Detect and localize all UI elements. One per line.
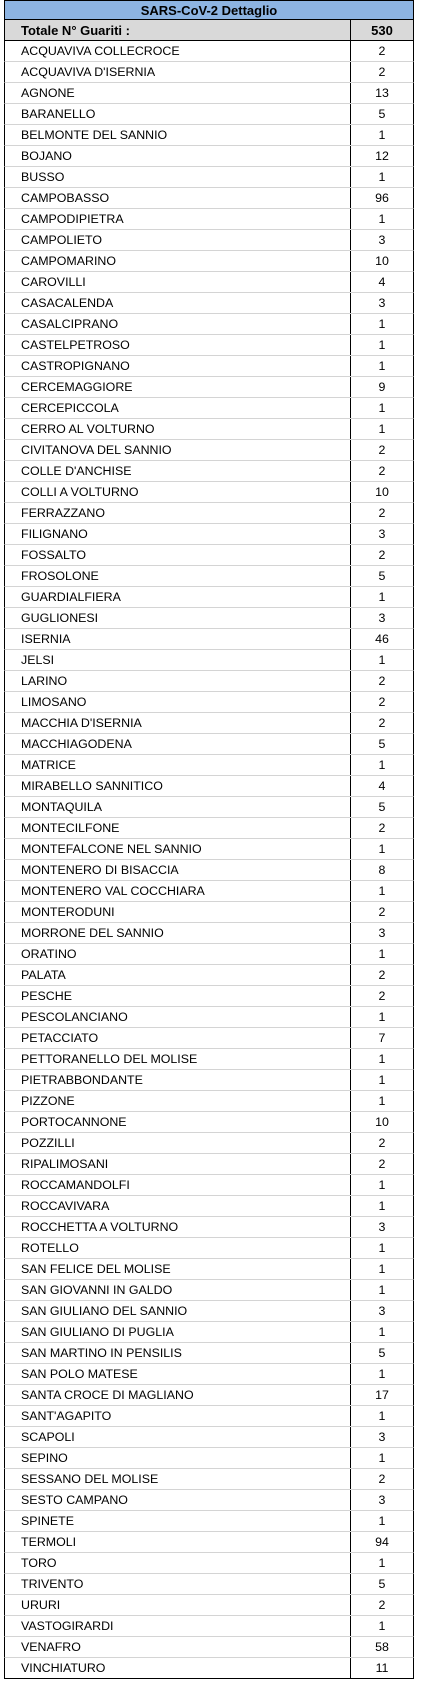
municipality-name: MONTERODUNI [21,905,115,919]
municipality-name: CAMPODIPIETRA [21,212,124,226]
recovered-count: 3 [350,923,413,943]
recovered-count: 5 [350,566,413,586]
recovered-count: 5 [350,797,413,817]
municipality-name: MONTEFALCONE NEL SANNIO [21,842,202,856]
municipality-name: FOSSALTO [21,548,86,562]
municipality-name: CAMPOBASSO [21,191,110,205]
table-row [4,1322,414,1343]
municipality-name: BUSSO [21,170,65,184]
municipality-name: ISERNIA [21,632,71,646]
municipality-name: CAMPOLIETO [21,233,103,247]
municipality-name: TERMOLI [21,1535,77,1549]
recovered-count: 1 [350,1049,413,1069]
table-row [4,1595,414,1616]
recovered-count: 1 [350,356,413,376]
table-row [4,503,414,524]
table-row [4,797,414,818]
table-row [4,1469,414,1490]
table-row [4,62,414,83]
table-row [4,398,414,419]
recovered-count: 1 [350,1175,413,1195]
recovered-count: 2 [350,692,413,712]
table-row [4,1070,414,1091]
municipality-name: SAN GIULIANO DEL SANNIO [21,1304,188,1318]
table-row [4,671,414,692]
recovered-count: 2 [350,62,413,82]
municipality-name: CAROVILLI [21,275,86,289]
recovered-count: 4 [350,272,413,292]
recovered-count: 1 [350,839,413,859]
municipality-name: POZZILLI [21,1136,75,1150]
total-label: Totale N° Guariti : [21,23,130,38]
municipality-name: CASTROPIGNANO [21,359,130,373]
table-row [4,1574,414,1595]
recovered-count: 2 [350,503,413,523]
recovered-count: 1 [350,1070,413,1090]
recovered-count: 3 [350,1427,413,1447]
table-row [4,356,414,377]
municipality-name: TRIVENTO [21,1577,84,1591]
recovered-count: 2 [350,986,413,1006]
table-row [4,902,414,923]
table-row [4,41,414,62]
municipality-name: MONTENERO VAL COCCHIARA [21,884,205,898]
recovered-count: 1 [350,1259,413,1279]
table-row [4,1448,414,1469]
table-row [4,1112,414,1133]
table-row [4,230,414,251]
table-row [4,1049,414,1070]
table-row [4,1490,414,1511]
table-row [4,1007,414,1028]
municipality-name: TORO [21,1556,57,1570]
table-row [4,1280,414,1301]
municipality-name: CASACALENDA [21,296,114,310]
municipality-name: GUARDIALFIERA [21,590,121,604]
table-row [4,1196,414,1217]
table-row [4,755,414,776]
table-row [4,1658,414,1679]
table-row [4,923,414,944]
municipality-name: CASALCIPRANO [21,317,119,331]
municipality-name: COLLE D'ANCHISE [21,464,132,478]
recovered-count: 2 [350,902,413,922]
table-row [4,1616,414,1637]
municipality-name: VENAFRO [21,1640,81,1654]
recovered-count: 2 [350,545,413,565]
municipality-name: MACCHIAGODENA [21,737,132,751]
municipality-name: CIVITANOVA DEL SANNIO [21,443,172,457]
table-row [4,566,414,587]
table-row [4,1259,414,1280]
recovered-count: 13 [350,83,413,103]
table-row [4,713,414,734]
table-row [4,482,414,503]
recovered-count: 8 [350,860,413,880]
table-row [4,461,414,482]
municipality-name: LIMOSANO [21,695,87,709]
municipality-name: MONTECILFONE [21,821,120,835]
municipality-name: PALATA [21,968,66,982]
recovered-count: 9 [350,377,413,397]
recovered-count: 2 [350,713,413,733]
recovered-count: 7 [350,1028,413,1048]
recovered-count: 1 [350,1364,413,1384]
table-row [4,335,414,356]
recovered-count: 3 [350,1217,413,1237]
municipality-name: SEPINO [21,1451,68,1465]
table-row [4,1553,414,1574]
recovered-count: 5 [350,734,413,754]
recovered-count: 2 [350,1154,413,1174]
recovered-count: 1 [350,419,413,439]
recovered-count: 2 [350,671,413,691]
municipality-name: MONTAQUILA [21,800,103,814]
table-row [4,1091,414,1112]
table-row [4,209,414,230]
table-row [4,272,414,293]
recovered-count: 1 [350,650,413,670]
municipality-name: PORTOCANNONE [21,1115,127,1129]
recovered-count: 46 [350,629,413,649]
table-row [4,818,414,839]
table-row [4,1028,414,1049]
table-row [4,986,414,1007]
recovered-count: 1 [350,125,413,145]
municipality-name: PETACCIATO [21,1031,99,1045]
municipality-name: SAN FELICE DEL MOLISE [21,1262,171,1276]
recovered-count: 3 [350,1490,413,1510]
table-row [4,965,414,986]
municipality-name: ROCCAVIVARA [21,1199,110,1213]
table-row [4,377,414,398]
recovered-count: 1 [350,1238,413,1258]
table-row [4,839,414,860]
municipality-name: FILIGNANO [21,527,88,541]
recovered-count: 1 [350,1280,413,1300]
table-row [4,629,414,650]
municipality-name: VASTOGIRARDI [21,1619,114,1633]
recovered-count: 2 [350,965,413,985]
recovered-count: 1 [350,1322,413,1342]
table-row [4,419,414,440]
recovered-count: 1 [350,587,413,607]
recovered-count: 1 [350,167,413,187]
municipality-name: PESCHE [21,989,72,1003]
municipality-name: ROCCAMANDOLFI [21,1178,130,1192]
municipality-name: CERCEMAGGIORE [21,380,133,394]
municipality-name: SAN GIOVANNI IN GALDO [21,1283,173,1297]
municipality-name: SESSANO DEL MOLISE [21,1472,159,1486]
table-row [4,545,414,566]
table-row [4,1532,414,1553]
municipality-name: JELSI [21,653,55,667]
recovered-count: 5 [350,1343,413,1363]
recovered-count: 2 [350,1469,413,1489]
recovered-count: 1 [350,881,413,901]
recovered-count: 10 [350,1112,413,1132]
table-row [4,1343,414,1364]
municipality-name: PETTORANELLO DEL MOLISE [21,1052,198,1066]
recovered-count: 1 [350,335,413,355]
table-row [4,146,414,167]
recovered-count: 1 [350,1448,413,1468]
municipality-name: MATRICE [21,758,76,772]
table-row [4,104,414,125]
recovered-count: 2 [350,41,413,61]
recovered-count: 2 [350,818,413,838]
municipality-name: BOJANO [21,149,72,163]
table-row [4,1217,414,1238]
table-row [4,608,414,629]
table-row [4,1637,414,1658]
municipality-name: SAN MARTINO IN PENSILIS [21,1346,182,1360]
table-row [4,692,414,713]
recovered-count: 11 [350,1658,413,1678]
table-row [4,881,414,902]
table-row [4,83,414,104]
recovered-count: 1 [350,755,413,775]
recovered-count: 3 [350,608,413,628]
municipality-name: RIPALIMOSANI [21,1157,109,1171]
municipality-name: MONTENERO DI BISACCIA [21,863,179,877]
recovered-count: 4 [350,776,413,796]
municipality-name: CAMPOMARINO [21,254,116,268]
municipality-name: MORRONE DEL SANNIO [21,926,164,940]
recovered-count: 1 [350,1007,413,1027]
recovered-count: 5 [350,104,413,124]
table-row [4,1301,414,1322]
recovered-count: 1 [350,1616,413,1636]
table-title: SARS-CoV-2 Dettaglio [4,0,414,20]
municipality-name: SPINETE [21,1514,75,1528]
municipality-name: FROSOLONE [21,569,99,583]
table-row [4,860,414,881]
recovered-count: 3 [350,230,413,250]
table-row [4,944,414,965]
table-row [4,1406,414,1427]
municipality-name: LARINO [21,674,68,688]
recovered-count: 96 [350,188,413,208]
table-row [4,440,414,461]
table-body [4,41,414,1679]
recovered-count: 12 [350,146,413,166]
recovered-count: 1 [350,1511,413,1531]
municipality-name: BARANELLO [21,107,96,121]
municipality-name: COLLI A VOLTURNO [21,485,139,499]
table-row [4,1133,414,1154]
municipality-name: CERCEPICCOLA [21,401,119,415]
recovered-count: 3 [350,1301,413,1321]
recovered-count: 2 [350,1595,413,1615]
municipality-name: SANTA CROCE DI MAGLIANO [21,1388,194,1402]
recovered-count: 2 [350,1133,413,1153]
municipality-name: PESCOLANCIANO [21,1010,128,1024]
table-row [4,1427,414,1448]
table-row [4,524,414,545]
recovered-count: 2 [350,440,413,460]
municipality-name: ACQUAVIVA D'ISERNIA [21,65,156,79]
recovered-count: 10 [350,251,413,271]
recovered-count: 1 [350,314,413,334]
municipality-name: ROCCHETTA A VOLTURNO [21,1220,179,1234]
table-row [4,293,414,314]
recovered-count: 5 [350,1574,413,1594]
recovered-count: 1 [350,1091,413,1111]
table-row [4,650,414,671]
municipality-name: CERRO AL VOLTURNO [21,422,155,436]
municipality-name: GUGLIONESI [21,611,99,625]
recovered-count: 1 [350,1196,413,1216]
table-row [4,314,414,335]
table-row [4,188,414,209]
table-row [4,1238,414,1259]
municipality-name: URURI [21,1598,61,1612]
total-row [4,20,414,41]
total-value: 530 [350,20,413,40]
table-row [4,1385,414,1406]
recovered-count: 1 [350,209,413,229]
table-row [4,1364,414,1385]
municipality-name: ROTELLO [21,1241,79,1255]
recovered-count: 58 [350,1637,413,1657]
table-row [4,251,414,272]
recovered-count: 1 [350,1406,413,1426]
municipality-name: AGNONE [21,86,75,100]
municipality-name: ORATINO [21,947,77,961]
municipality-name: FERRAZZANO [21,506,105,520]
table-row [4,167,414,188]
recovered-count: 17 [350,1385,413,1405]
recovered-count: 2 [350,461,413,481]
recovered-count: 1 [350,398,413,418]
municipality-name: MIRABELLO SANNITICO [21,779,163,793]
table-row [4,1175,414,1196]
recovered-count: 10 [350,482,413,502]
municipality-name: MACCHIA D'ISERNIA [21,716,142,730]
recovered-count: 1 [350,1553,413,1573]
municipality-name: PIETRABBONDANTE [21,1073,143,1087]
municipality-name: PIZZONE [21,1094,75,1108]
municipality-name: ACQUAVIVA COLLECROCE [21,44,180,58]
recovered-count: 1 [350,944,413,964]
municipality-name: CASTELPETROSO [21,338,130,352]
recovered-count: 3 [350,293,413,313]
municipality-name: VINCHIATURO [21,1661,106,1675]
table-row [4,125,414,146]
recovered-count: 94 [350,1532,413,1552]
table-row [4,587,414,608]
municipality-name: SANT'AGAPITO [21,1409,112,1423]
municipality-name: SESTO CAMPANO [21,1493,128,1507]
municipality-name: SAN POLO MATESE [21,1367,138,1381]
table-row [4,734,414,755]
municipality-name: SAN GIULIANO DI PUGLIA [21,1325,174,1339]
municipality-name: SCAPOLI [21,1430,75,1444]
table-row [4,1154,414,1175]
table-row [4,776,414,797]
table-row [4,1511,414,1532]
recovered-count: 3 [350,524,413,544]
recovered-table [4,0,414,1679]
municipality-name: BELMONTE DEL SANNIO [21,128,168,142]
